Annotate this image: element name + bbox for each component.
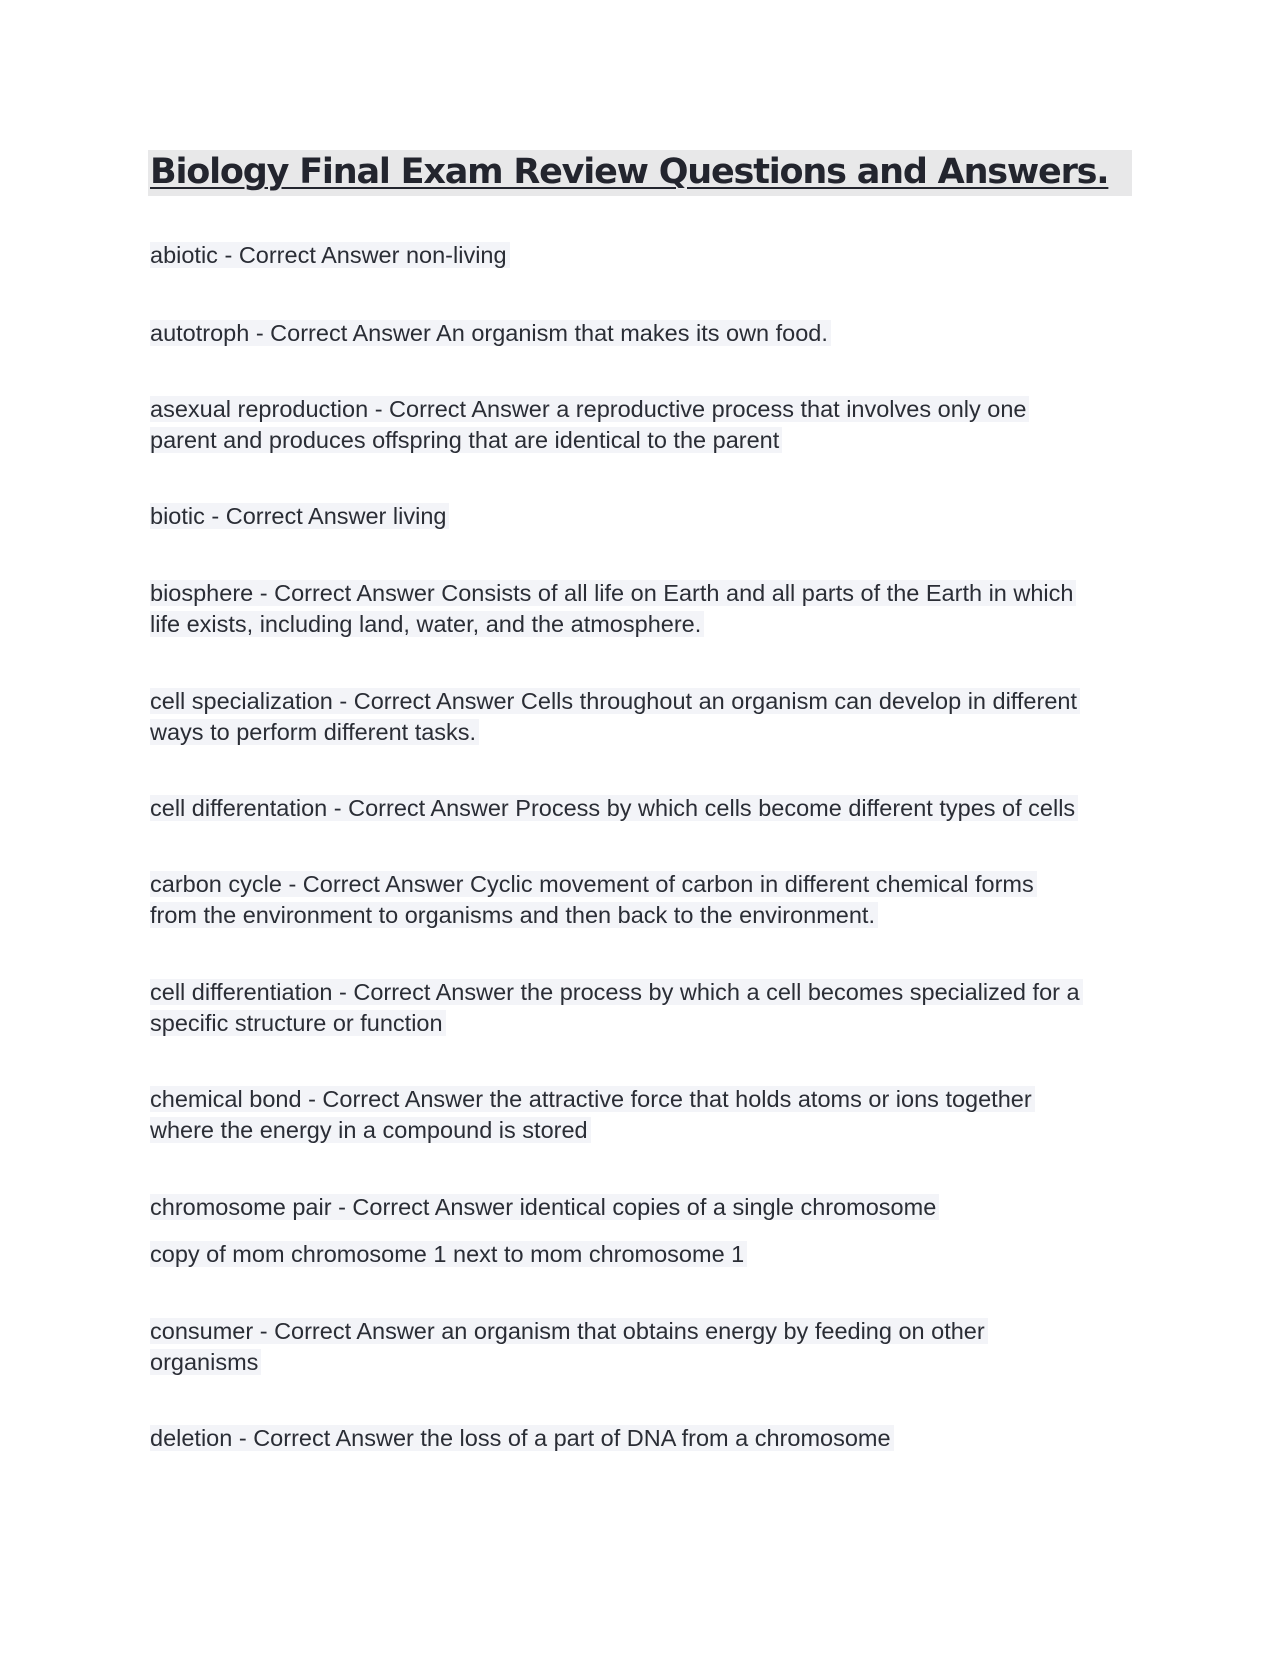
qa-entry-biosphere (150, 578, 1076, 640)
qa-entry-line: cell differentiation - Correct Answer the process by which a cell becomes specialized for a (150, 979, 1083, 1005)
qa-entry-chromosome-note (150, 1239, 747, 1270)
qa-entry-line: asexual reproduction - Correct Answer a reproductive process that involves only one (150, 396, 1029, 422)
qa-entry-line: life exists, including land, water, and the atmosphere. (150, 611, 704, 637)
qa-entry-line: from the environment to organisms and then back to the environment. (150, 902, 878, 928)
qa-entry-line: chromosome pair - Correct Answer identical copies of a single chromosome (150, 1194, 939, 1220)
document-title: Biology Final Exam Review Questions and Answers. (150, 152, 1109, 192)
qa-entry-line: autotroph - Correct Answer An organism that makes its own food. (150, 320, 831, 346)
qa-entry-line: where the energy in a compound is stored (150, 1117, 591, 1143)
qa-entry-line: consumer - Correct Answer an organism that obtains energy by feeding on other (150, 1318, 988, 1344)
qa-entry-cell-specialization (150, 686, 1080, 748)
qa-entry-asexual-reproduction (150, 394, 1029, 456)
qa-entry-line: parent and produces offspring that are identical to the parent (150, 427, 782, 453)
qa-entry-line: specific structure or function (150, 1010, 446, 1036)
qa-entry-line: chemical bond - Correct Answer the attractive force that holds atoms or ions together (150, 1086, 1035, 1112)
qa-entry-line: copy of mom chromosome 1 next to mom chromosome 1 (150, 1241, 747, 1267)
qa-entry-line: biosphere - Correct Answer Consists of all life on Earth and all parts of the Earth in which (150, 580, 1076, 606)
qa-entry-cell-differentation (150, 793, 1078, 824)
qa-entry-line: cell specialization - Correct Answer Cells throughout an organism can develop in different (150, 688, 1080, 714)
qa-entry-line: deletion - Correct Answer the loss of a part of DNA from a chromosome (150, 1425, 894, 1451)
qa-entry-abiotic (150, 240, 510, 271)
qa-entry-consumer (150, 1316, 988, 1378)
qa-entry-line: organisms (150, 1349, 261, 1375)
qa-entry-autotroph (150, 318, 831, 349)
qa-entry-line: ways to perform different tasks. (150, 719, 479, 745)
qa-entry-line: biotic - Correct Answer living (150, 503, 449, 529)
qa-entry-biotic (150, 501, 449, 532)
qa-entry-line: abiotic - Correct Answer non-living (150, 242, 510, 268)
qa-entry-line: carbon cycle - Correct Answer Cyclic movement of carbon in different chemical forms (150, 871, 1037, 897)
qa-entry-cell-differentiation (150, 977, 1083, 1039)
qa-entry-carbon-cycle (150, 869, 1037, 931)
qa-entry-line: cell differentation - Correct Answer Process by which cells become different types of cells (150, 795, 1078, 821)
qa-entry-chemical-bond (150, 1084, 1035, 1146)
qa-entry-deletion (150, 1423, 894, 1454)
qa-entry-chromosome-pair (150, 1192, 939, 1223)
